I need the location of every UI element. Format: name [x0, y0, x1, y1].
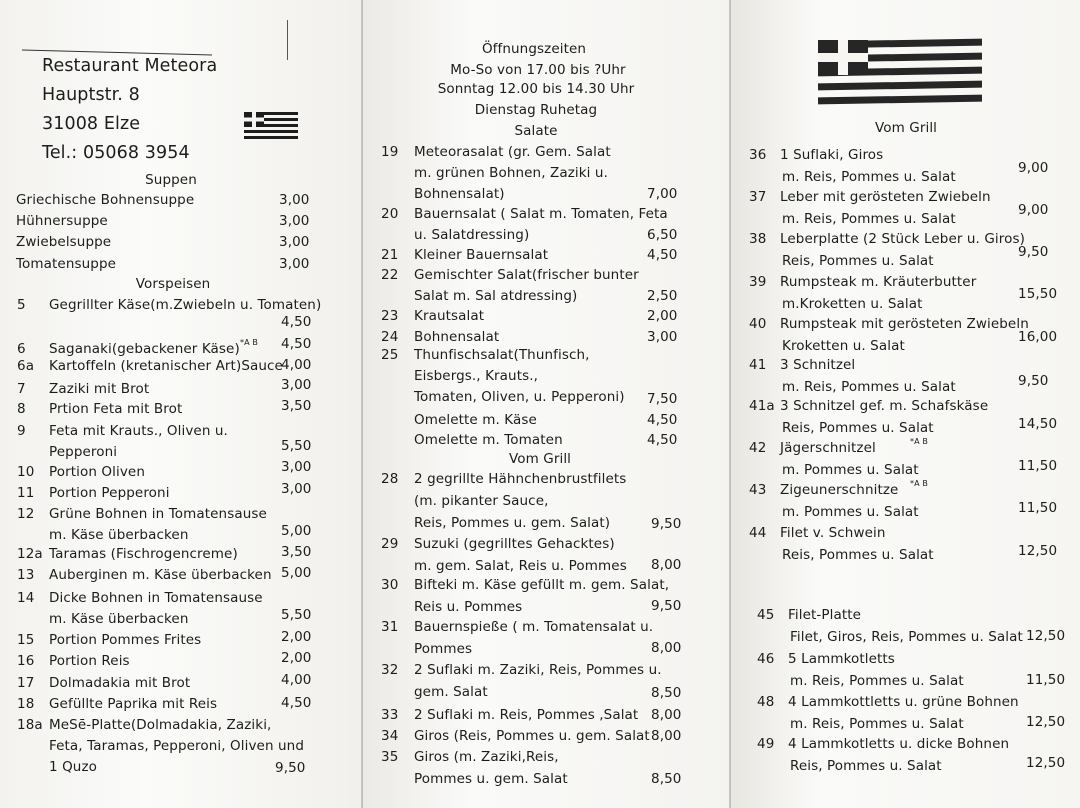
item-description: Omelette m. Käse — [414, 412, 537, 428]
item-price: 12,50 — [1026, 755, 1066, 771]
item-price: 4,00 — [281, 357, 312, 373]
item-description: 1 Suflaki, Giros — [780, 147, 884, 163]
item-description: Reis, Pommes u. Salat — [790, 758, 942, 774]
item-price: 8,00 — [651, 728, 682, 744]
item-description: Filet, Giros, Reis, Pommes u. Salat — [790, 629, 1023, 645]
item-number: 33 — [381, 707, 399, 723]
item-description: Zaziki mit Brot — [49, 381, 150, 397]
item-price: 2,00 — [281, 629, 312, 645]
item-number: 39 — [749, 274, 767, 290]
item-number: 49 — [757, 736, 775, 752]
item-description: MeSē-Platte(Dolmadakia, Zaziki, — [49, 717, 272, 733]
item-description: Filet-Platte — [788, 607, 862, 623]
item-number: 5 — [17, 297, 26, 313]
item-price: 7,50 — [647, 391, 678, 407]
item-description: Gegrillter Käse(m.Zwiebeln u. Tomaten) — [49, 297, 322, 313]
item-number: 18 — [17, 696, 35, 712]
item-description: Rumpsteak m. Kräuterbutter — [780, 274, 977, 290]
item-number: 8 — [17, 401, 26, 417]
item-description: Portion Oliven — [49, 464, 145, 480]
item-description: Zigeunerschnitze — [780, 482, 899, 498]
restaurant-name: Restaurant Meteora — [42, 56, 218, 76]
item-description: Pommes u. gem. Salat — [414, 771, 568, 787]
item-description: Thunfischsalat(Thunfisch, — [414, 347, 590, 363]
item-description: Prtion Feta mit Brot — [49, 401, 183, 417]
item-number: 43 — [749, 482, 767, 498]
item-number: 35 — [381, 749, 399, 765]
soup-item-price: 3,00 — [279, 192, 310, 208]
item-description: Portion Pepperoni — [49, 485, 170, 501]
item-description: Jägerschnitzel — [780, 440, 876, 456]
item-description: Pepperoni — [49, 444, 118, 460]
restaurant-street: Hauptstr. 8 — [42, 85, 140, 105]
item-description: Leber mit gerösteten Zwiebeln — [780, 189, 991, 205]
section-title-salate: Salate — [514, 123, 558, 139]
item-price: 11,50 — [1018, 500, 1058, 516]
item-description: u. Salatdressing) — [414, 227, 530, 243]
item-number: 40 — [749, 316, 767, 332]
item-price: 9,50 — [651, 598, 682, 614]
item-number: 48 — [757, 694, 775, 710]
item-description: m. Reis, Pommes u. Salat — [782, 211, 956, 227]
item-description: m. Reis, Pommes u. Salat — [782, 169, 956, 185]
item-price: 3,00 — [647, 329, 678, 345]
item-number: 18a — [17, 717, 43, 733]
soup-item-price: 3,00 — [279, 256, 310, 272]
item-price: 3,50 — [281, 398, 312, 414]
item-description: Bauernsalat ( Salat m. Tomaten, Feta — [414, 206, 668, 222]
item-description: 5 Lammkotletts — [788, 651, 895, 667]
item-price: 5,50 — [281, 607, 312, 623]
opening-hours-title: Öffnungszeiten — [481, 41, 587, 57]
item-price: 3,00 — [281, 459, 312, 475]
item-description: 3 Schnitzel gef. m. Schafskäse — [780, 398, 989, 414]
item-number: 34 — [381, 728, 399, 744]
item-number: 9 — [17, 423, 26, 439]
fold-line — [729, 0, 731, 808]
item-price: 8,50 — [651, 771, 682, 787]
item-price: 9,00 — [1018, 202, 1049, 218]
item-number: 13 — [17, 567, 35, 583]
allergen-note: *A B — [910, 437, 928, 446]
item-number: 41a — [749, 398, 775, 414]
item-description: Bohnensalat) — [414, 186, 505, 202]
item-description: Kartoffeln (kretanischer Art)Sauce — [49, 358, 283, 374]
item-number: 12a — [17, 546, 43, 562]
item-description: Giros (m. Zaziki,Reis, — [414, 749, 559, 765]
item-price: 8,00 — [651, 640, 682, 656]
item-description: Meteorasalat (gr. Gem. Salat — [414, 144, 611, 160]
restaurant-phone: Tel.: 05068 3954 — [42, 143, 190, 163]
item-number: 46 — [757, 651, 775, 667]
item-number: 20 — [381, 206, 399, 222]
item-description: m. Käse überbacken — [49, 527, 189, 543]
item-number: 37 — [749, 189, 767, 205]
item-description: 3 Schnitzel — [780, 357, 856, 373]
section-title-vom-grill: Vom Grill — [874, 120, 938, 136]
item-description: Reis, Pommes u. Salat — [782, 253, 934, 269]
item-description: m. Reis, Pommes u. Salat — [782, 379, 956, 395]
item-description: Tomaten, Oliven, u. Pepperoni) — [414, 389, 625, 405]
item-description: 4 Lammkotletts u. dicke Bohnen — [788, 736, 1010, 752]
item-number: 38 — [749, 231, 767, 247]
item-number: 45 — [757, 607, 775, 623]
item-price: 9,50 — [651, 516, 682, 532]
item-number: 24 — [381, 329, 399, 345]
item-description: 1 Quzo — [49, 759, 98, 775]
item-description: Grüne Bohnen in Tomatensause — [49, 506, 267, 522]
opening-hours-line: Mo-So von 17.00 bis ?Uhr — [450, 62, 626, 78]
item-description: Dolmadakia mit Brot — [49, 675, 191, 691]
item-number: 25 — [381, 347, 399, 363]
item-number: 41 — [749, 357, 767, 373]
item-price: 2,00 — [281, 650, 312, 666]
item-price: 4,00 — [281, 672, 312, 688]
item-price: 16,00 — [1018, 329, 1058, 345]
item-description: Krautsalat — [414, 308, 485, 324]
item-number: 44 — [749, 525, 767, 541]
item-description: Suzuki (gegrilltes Gehacktes) — [414, 536, 615, 552]
item-description: Auberginen m. Käse überbacken — [49, 567, 272, 583]
item-number: 7 — [17, 381, 26, 397]
item-price: 3,00 — [281, 377, 312, 393]
greek-flag-icon — [244, 112, 298, 140]
item-number: 23 — [381, 308, 399, 324]
section-title-suppen: Suppen — [145, 172, 197, 188]
item-description: Feta, Taramas, Pepperoni, Oliven und — [49, 738, 304, 754]
allergen-note: *A B — [910, 479, 928, 488]
section-title-vom-grill: Vom Grill — [508, 451, 572, 467]
item-number: 29 — [381, 536, 399, 552]
item-price: 4,50 — [281, 314, 312, 330]
item-description: Reis, Pommes u. Salat — [782, 420, 934, 436]
item-number: 6a — [17, 358, 35, 374]
item-description: Leberplatte (2 Stück Leber u. Giros) — [780, 231, 1025, 247]
soup-item-name: Tomatensuppe — [16, 256, 117, 272]
item-description: m. Pommes u. Salat — [782, 504, 919, 520]
item-price: 5,00 — [281, 565, 312, 581]
item-number: 28 — [381, 471, 399, 487]
item-description: Omelette m. Tomaten — [414, 432, 563, 448]
item-number: 15 — [17, 632, 35, 648]
greek-flag-icon — [818, 38, 982, 108]
opening-hours-line: Sonntag 12.00 bis 14.30 Uhr — [437, 81, 635, 97]
item-description: m.Kroketten u. Salat — [782, 296, 923, 312]
item-description: Kleiner Bauernsalat — [414, 247, 549, 263]
item-description: Giros (Reis, Pommes u. gem. Salat — [414, 728, 650, 744]
item-number: 11 — [17, 485, 35, 501]
item-number: 12 — [17, 506, 35, 522]
item-price: 3,00 — [281, 481, 312, 497]
pen-mark — [287, 20, 288, 60]
item-price: 9,50 — [275, 760, 306, 776]
item-description: Portion Pommes Frites — [49, 632, 202, 648]
item-price: 12,50 — [1026, 714, 1066, 730]
fold-line — [361, 0, 363, 808]
item-number: 32 — [381, 662, 399, 678]
item-description: m. grünen Bohnen, Zaziki u. — [414, 165, 608, 181]
item-description: gem. Salat — [414, 684, 488, 700]
item-number: 14 — [17, 590, 35, 606]
item-number: 36 — [749, 147, 767, 163]
item-description: m. gem. Salat, Reis u. Pommes — [414, 558, 627, 574]
item-description: 2 Suflaki m. Zaziki, Reis, Pommes u. — [414, 662, 662, 678]
item-description: 2 gegrillte Hähnchenbrustfilets — [414, 471, 627, 487]
item-description: Portion Reis — [49, 653, 130, 669]
item-number: 42 — [749, 440, 767, 456]
item-price: 4,50 — [647, 432, 678, 448]
item-price: 9,00 — [1018, 160, 1049, 176]
item-description: Pommes — [414, 641, 473, 657]
item-description: m. Reis, Pommes u. Salat — [790, 673, 964, 689]
item-description: Saganaki(gebackener Käse) — [49, 341, 240, 357]
item-description: Reis, Pommes u. Salat — [782, 547, 934, 563]
item-price: 7,00 — [647, 186, 678, 202]
item-description: 2 Suflaki m. Reis, Pommes ,Salat — [414, 707, 639, 723]
item-price: 12,50 — [1026, 628, 1066, 644]
soup-item-price: 3,00 — [279, 234, 310, 250]
item-description: Gefüllte Paprika mit Reis — [49, 696, 218, 712]
item-price: 8,00 — [651, 557, 682, 573]
item-price: 2,50 — [647, 288, 678, 304]
item-price: 4,50 — [647, 247, 678, 263]
item-price: 4,50 — [647, 412, 678, 428]
item-description: Dicke Bohnen in Tomatensause — [49, 590, 263, 606]
item-price: 4,50 — [281, 695, 312, 711]
soup-item-name: Zwiebelsuppe — [16, 234, 112, 250]
item-number: 19 — [381, 144, 399, 160]
item-description: 4 Lammkottletts u. grüne Bohnen — [788, 694, 1019, 710]
item-price: 14,50 — [1018, 416, 1058, 432]
item-description: Rumpsteak mit gerösteten Zwiebeln — [780, 316, 1029, 332]
item-price: 2,00 — [647, 308, 678, 324]
item-number: 30 — [381, 577, 399, 593]
item-description: Reis u. Pommes — [414, 599, 523, 615]
item-price: 9,50 — [1018, 244, 1049, 260]
item-description: m. Reis, Pommes u. Salat — [790, 716, 964, 732]
allergen-note: *A B — [240, 338, 258, 347]
soup-item-name: Griechische Bohnensuppe — [16, 192, 195, 208]
item-number: 6 — [17, 341, 26, 357]
item-description: Eisbergs., Krauts., — [414, 368, 539, 384]
item-price: 5,00 — [281, 523, 312, 539]
item-price: 8,00 — [651, 707, 682, 723]
section-title-vorspeisen: Vorspeisen — [135, 276, 211, 292]
item-number: 10 — [17, 464, 35, 480]
item-description: m. Käse überbacken — [49, 611, 189, 627]
item-description: m. Pommes u. Salat — [782, 462, 919, 478]
item-price: 6,50 — [647, 227, 678, 243]
item-price: 5,50 — [281, 438, 312, 454]
item-number: 17 — [17, 675, 35, 691]
opening-hours-line: Dienstag Ruhetag — [474, 102, 598, 118]
item-description: Kroketten u. Salat — [782, 338, 905, 354]
item-number: 16 — [17, 653, 35, 669]
item-description: (m. pikanter Sauce, — [414, 493, 549, 509]
item-price: 11,50 — [1026, 672, 1066, 688]
soup-item-name: Hühnersuppe — [16, 213, 108, 229]
item-price: 4,50 — [281, 336, 312, 352]
item-description: Bifteki m. Käse gefüllt m. gem. Salat, — [414, 577, 670, 593]
item-description: Taramas (Fischrogencreme) — [49, 546, 238, 562]
item-description: Bauernspieße ( m. Tomatensalat u. — [414, 619, 654, 635]
item-price: 3,50 — [281, 544, 312, 560]
item-number: 31 — [381, 619, 399, 635]
item-price: 9,50 — [1018, 373, 1049, 389]
restaurant-city: 31008 Elze — [42, 114, 141, 134]
item-number: 22 — [381, 267, 399, 283]
item-price: 15,50 — [1018, 286, 1058, 302]
item-number: 21 — [381, 247, 399, 263]
item-price: 11,50 — [1018, 458, 1058, 474]
item-description: Salat m. Sal atdressing) — [414, 288, 578, 304]
item-description: Filet v. Schwein — [780, 525, 886, 541]
item-price: 12,50 — [1018, 543, 1058, 559]
item-description: Reis, Pommes u. gem. Salat) — [414, 515, 611, 531]
soup-item-price: 3,00 — [279, 213, 310, 229]
item-description: Gemischter Salat(frischer bunter — [414, 267, 639, 283]
item-description: Bohnensalat — [414, 329, 500, 345]
item-description: Feta mit Krauts., Oliven u. — [49, 423, 228, 439]
item-price: 8,50 — [651, 685, 682, 701]
